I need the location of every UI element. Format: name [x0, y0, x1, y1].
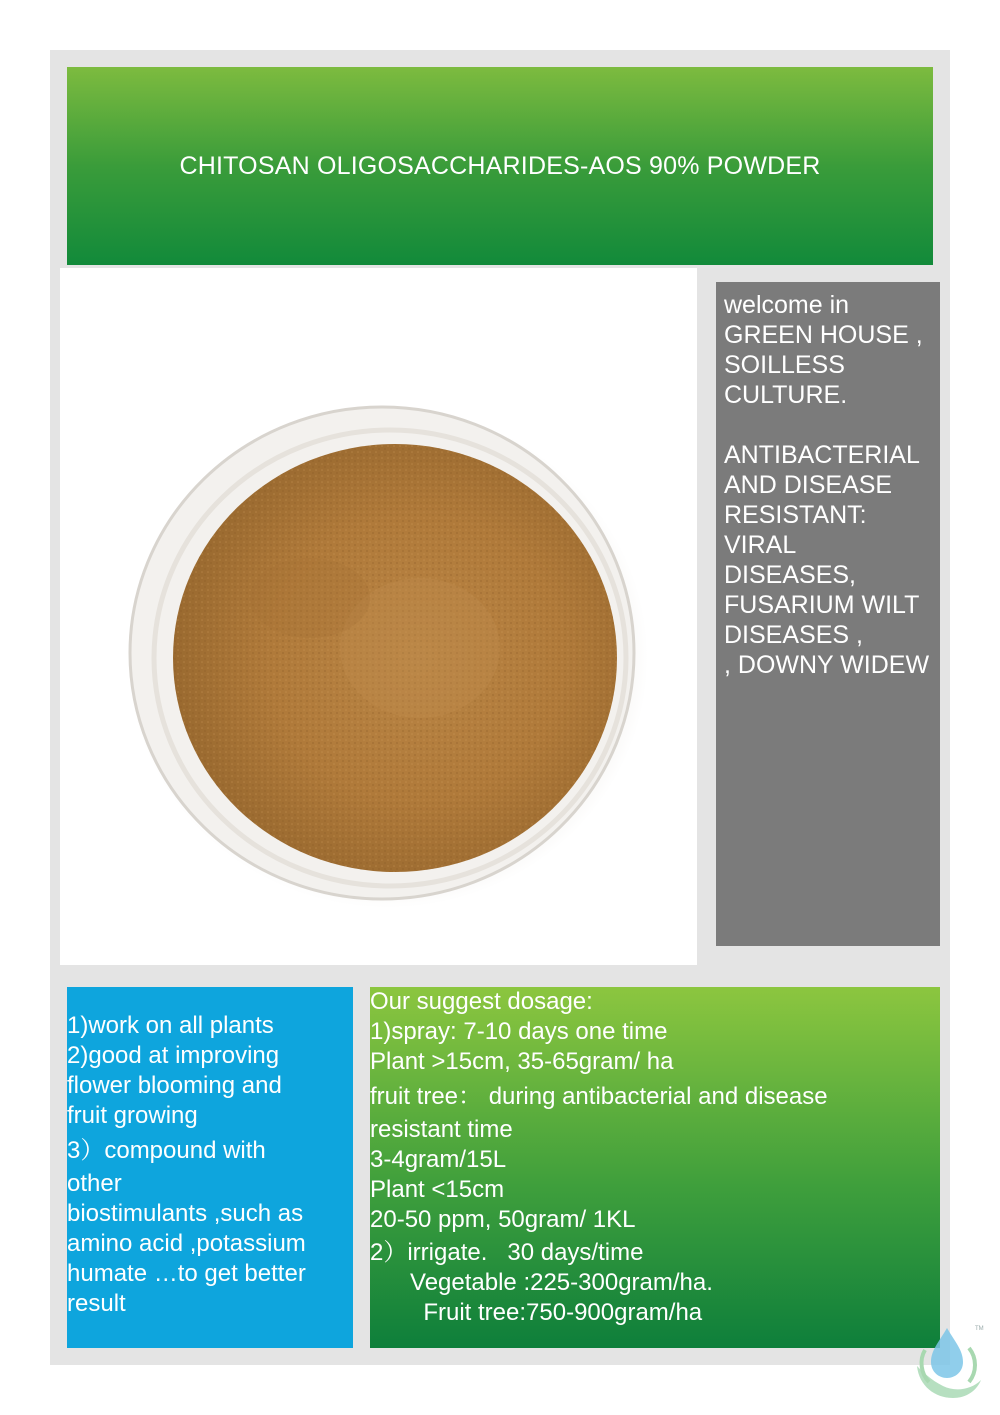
- side-line: ANTIBACTERIAL: [724, 441, 920, 469]
- page-title: CHITOSAN OLIGOSACCHARIDES-AOS 90% POWDER: [179, 151, 821, 180]
- dosage-panel: [370, 987, 940, 1348]
- side-line: SOILLESS: [724, 351, 845, 379]
- feature-line: 1)work on all plants: [67, 1012, 274, 1039]
- feature-line: result: [67, 1290, 126, 1317]
- dosage-line: 2）irrigate. 30 days/time: [370, 1239, 644, 1266]
- title-banner: [67, 67, 933, 265]
- side-line: DISEASES ,: [724, 621, 863, 649]
- feature-line: flower blooming and: [67, 1072, 282, 1099]
- dosage-line: Fruit tree:750-900gram/ha: [370, 1299, 703, 1326]
- side-line: RESISTANT:: [724, 501, 867, 529]
- application-panel: [716, 282, 940, 946]
- side-line: FUSARIUM WILT: [724, 591, 920, 619]
- feature-line: amino acid ,potassium: [67, 1230, 306, 1257]
- water-drop-leaf-logo-icon: [905, 1320, 990, 1405]
- dosage-line: 3-4gram/15L: [370, 1146, 507, 1173]
- side-line: VIRAL: [724, 531, 797, 559]
- feature-line: biostimulants ,such as: [67, 1200, 304, 1227]
- product-photo: [60, 268, 697, 965]
- side-spacer: [724, 410, 934, 440]
- dosage-line: fruit tree： during antibacterial and disease: [370, 1083, 828, 1110]
- side-line: GREEN HOUSE ,: [724, 321, 923, 349]
- feature-line: humate …to get better: [67, 1260, 306, 1287]
- feature-line: fruit growing: [67, 1102, 198, 1129]
- feature-line: 2)good at improving: [67, 1042, 280, 1069]
- feature-line: 3）compound with: [67, 1137, 266, 1164]
- dosage-line: resistant time: [370, 1116, 513, 1143]
- side-line: welcome in: [724, 291, 850, 319]
- dosage-line: Plant >15cm, 35-65gram/ ha: [370, 1048, 674, 1075]
- dosage-line: 1)spray: 7-10 days one time: [370, 1018, 668, 1045]
- powder-dish-image: [60, 268, 697, 965]
- side-line: CULTURE.: [724, 381, 848, 409]
- side-line: , DOWNY WIDEW: [724, 651, 930, 679]
- side-line: DISEASES,: [724, 561, 856, 589]
- dosage-line: Our suggest dosage:: [370, 988, 593, 1015]
- dosage-line: 20-50 ppm, 50gram/ 1KL: [370, 1206, 636, 1233]
- dosage-line: Plant <15cm: [370, 1176, 505, 1203]
- trademark-mark: TM: [975, 1326, 984, 1332]
- feature-line: other: [67, 1170, 122, 1197]
- side-line: AND DISEASE: [724, 471, 893, 499]
- dosage-line: Vegetable :225-300gram/ha.: [370, 1269, 713, 1296]
- features-panel: [67, 987, 353, 1348]
